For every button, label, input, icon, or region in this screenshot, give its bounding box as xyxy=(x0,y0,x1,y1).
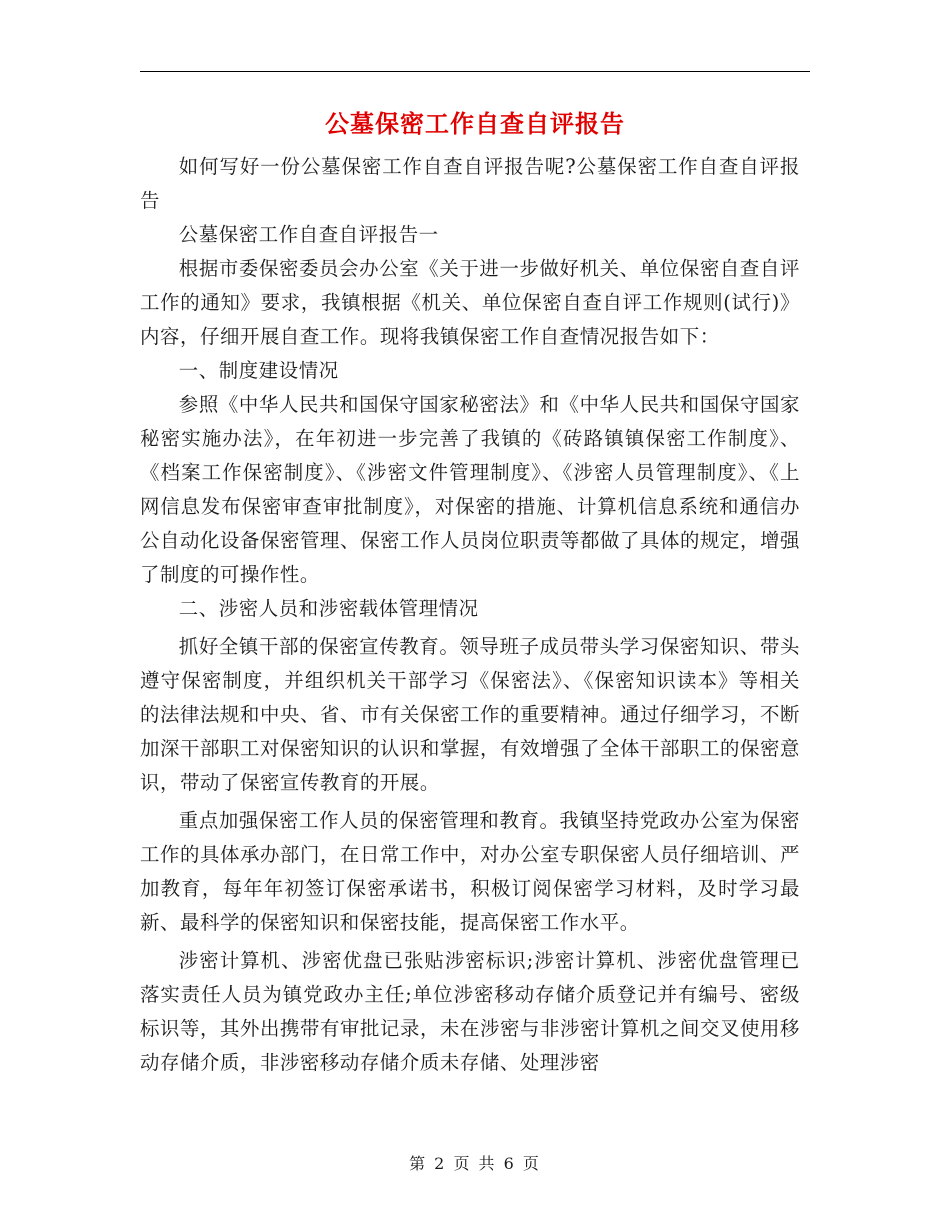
document-title: 公墓保密工作自查自评报告 xyxy=(325,109,625,138)
header-rule xyxy=(140,71,810,72)
paragraph-storage-media: 涉密计算机、涉密优盘已张贴涉密标识;涉密计算机、涉密优盘管理已落实责任人员为镇党政办主任;单位涉密移动存储介质登记并有编号、密级标识等，其外出携带有审批记录，未在涉密与非涉密计算机之间交叉使用移动存储介质，非涉密移动存储介质未存储、处理涉密 xyxy=(140,949,800,1074)
paragraph-basis: 根据市委保密委员会办公室《关于进一步做好机关、单位保密自查自评工作的通知》要求，我镇根据《机关、单位保密自查自评工作规则(试行)》内容，仔细开展自查工作。现将我镇保密工作自查情况报告如下： xyxy=(140,257,800,348)
paragraph-education: 抓好全镇干部的保密宣传教育。领导班子成员带头学习保密知识、带头遵守保密制度，并组织机关干部学习《保密法》、《保密知识读本》等相关的法律法规和中央、省、市有关保密工作的重要精神。通过仔细学习，不断加深干部职工对保密知识的认识和掌握，有效增强了全体干部职工的保密意识，带动了保密宣传教育的开展。 xyxy=(140,635,800,794)
document-body xyxy=(140,150,800,1080)
page-number: 第 2 页 共 6 页 xyxy=(409,1154,541,1173)
paragraph-staff-management: 重点加强保密工作人员的保密管理和教育。我镇坚持党政办公室为保密工作的具体承办部门，在日常工作中，对办公室专职保密人员仔细培训、严加教育，每年年初签订保密承诺书，积极订阅保密学习材料，及时学习最新、最科学的保密知识和保密技能，提高保密工作水平。 xyxy=(140,809,800,934)
section-heading-system: 一、制度建设情况 xyxy=(178,359,339,382)
section-heading-personnel: 二、涉密人员和涉密载体管理情况 xyxy=(178,597,479,620)
paragraph-report-heading: 公墓保密工作自查自评报告一 xyxy=(178,223,439,246)
paragraph-intro: 如何写好一份公墓保密工作自查自评报告呢?公墓保密工作自查自评报告 xyxy=(140,155,800,212)
paragraph-system: 参照《中华人民共和国保守国家秘密法》和《中华人民共和国保守国家秘密实施办法》，在年初进一步完善了我镇的《砖路镇镇保密工作制度》、《档案工作保密制度》、《涉密文件管理制度》、《涉密人员管理制度》、《上网信息发布保密审查审批制度》，对保密的措施、计算机信息系统和通信办公自动化设备保密管理、保密工作人员岗位职责等都做了具体的规定，增强了制度的可操作性。 xyxy=(140,393,800,586)
